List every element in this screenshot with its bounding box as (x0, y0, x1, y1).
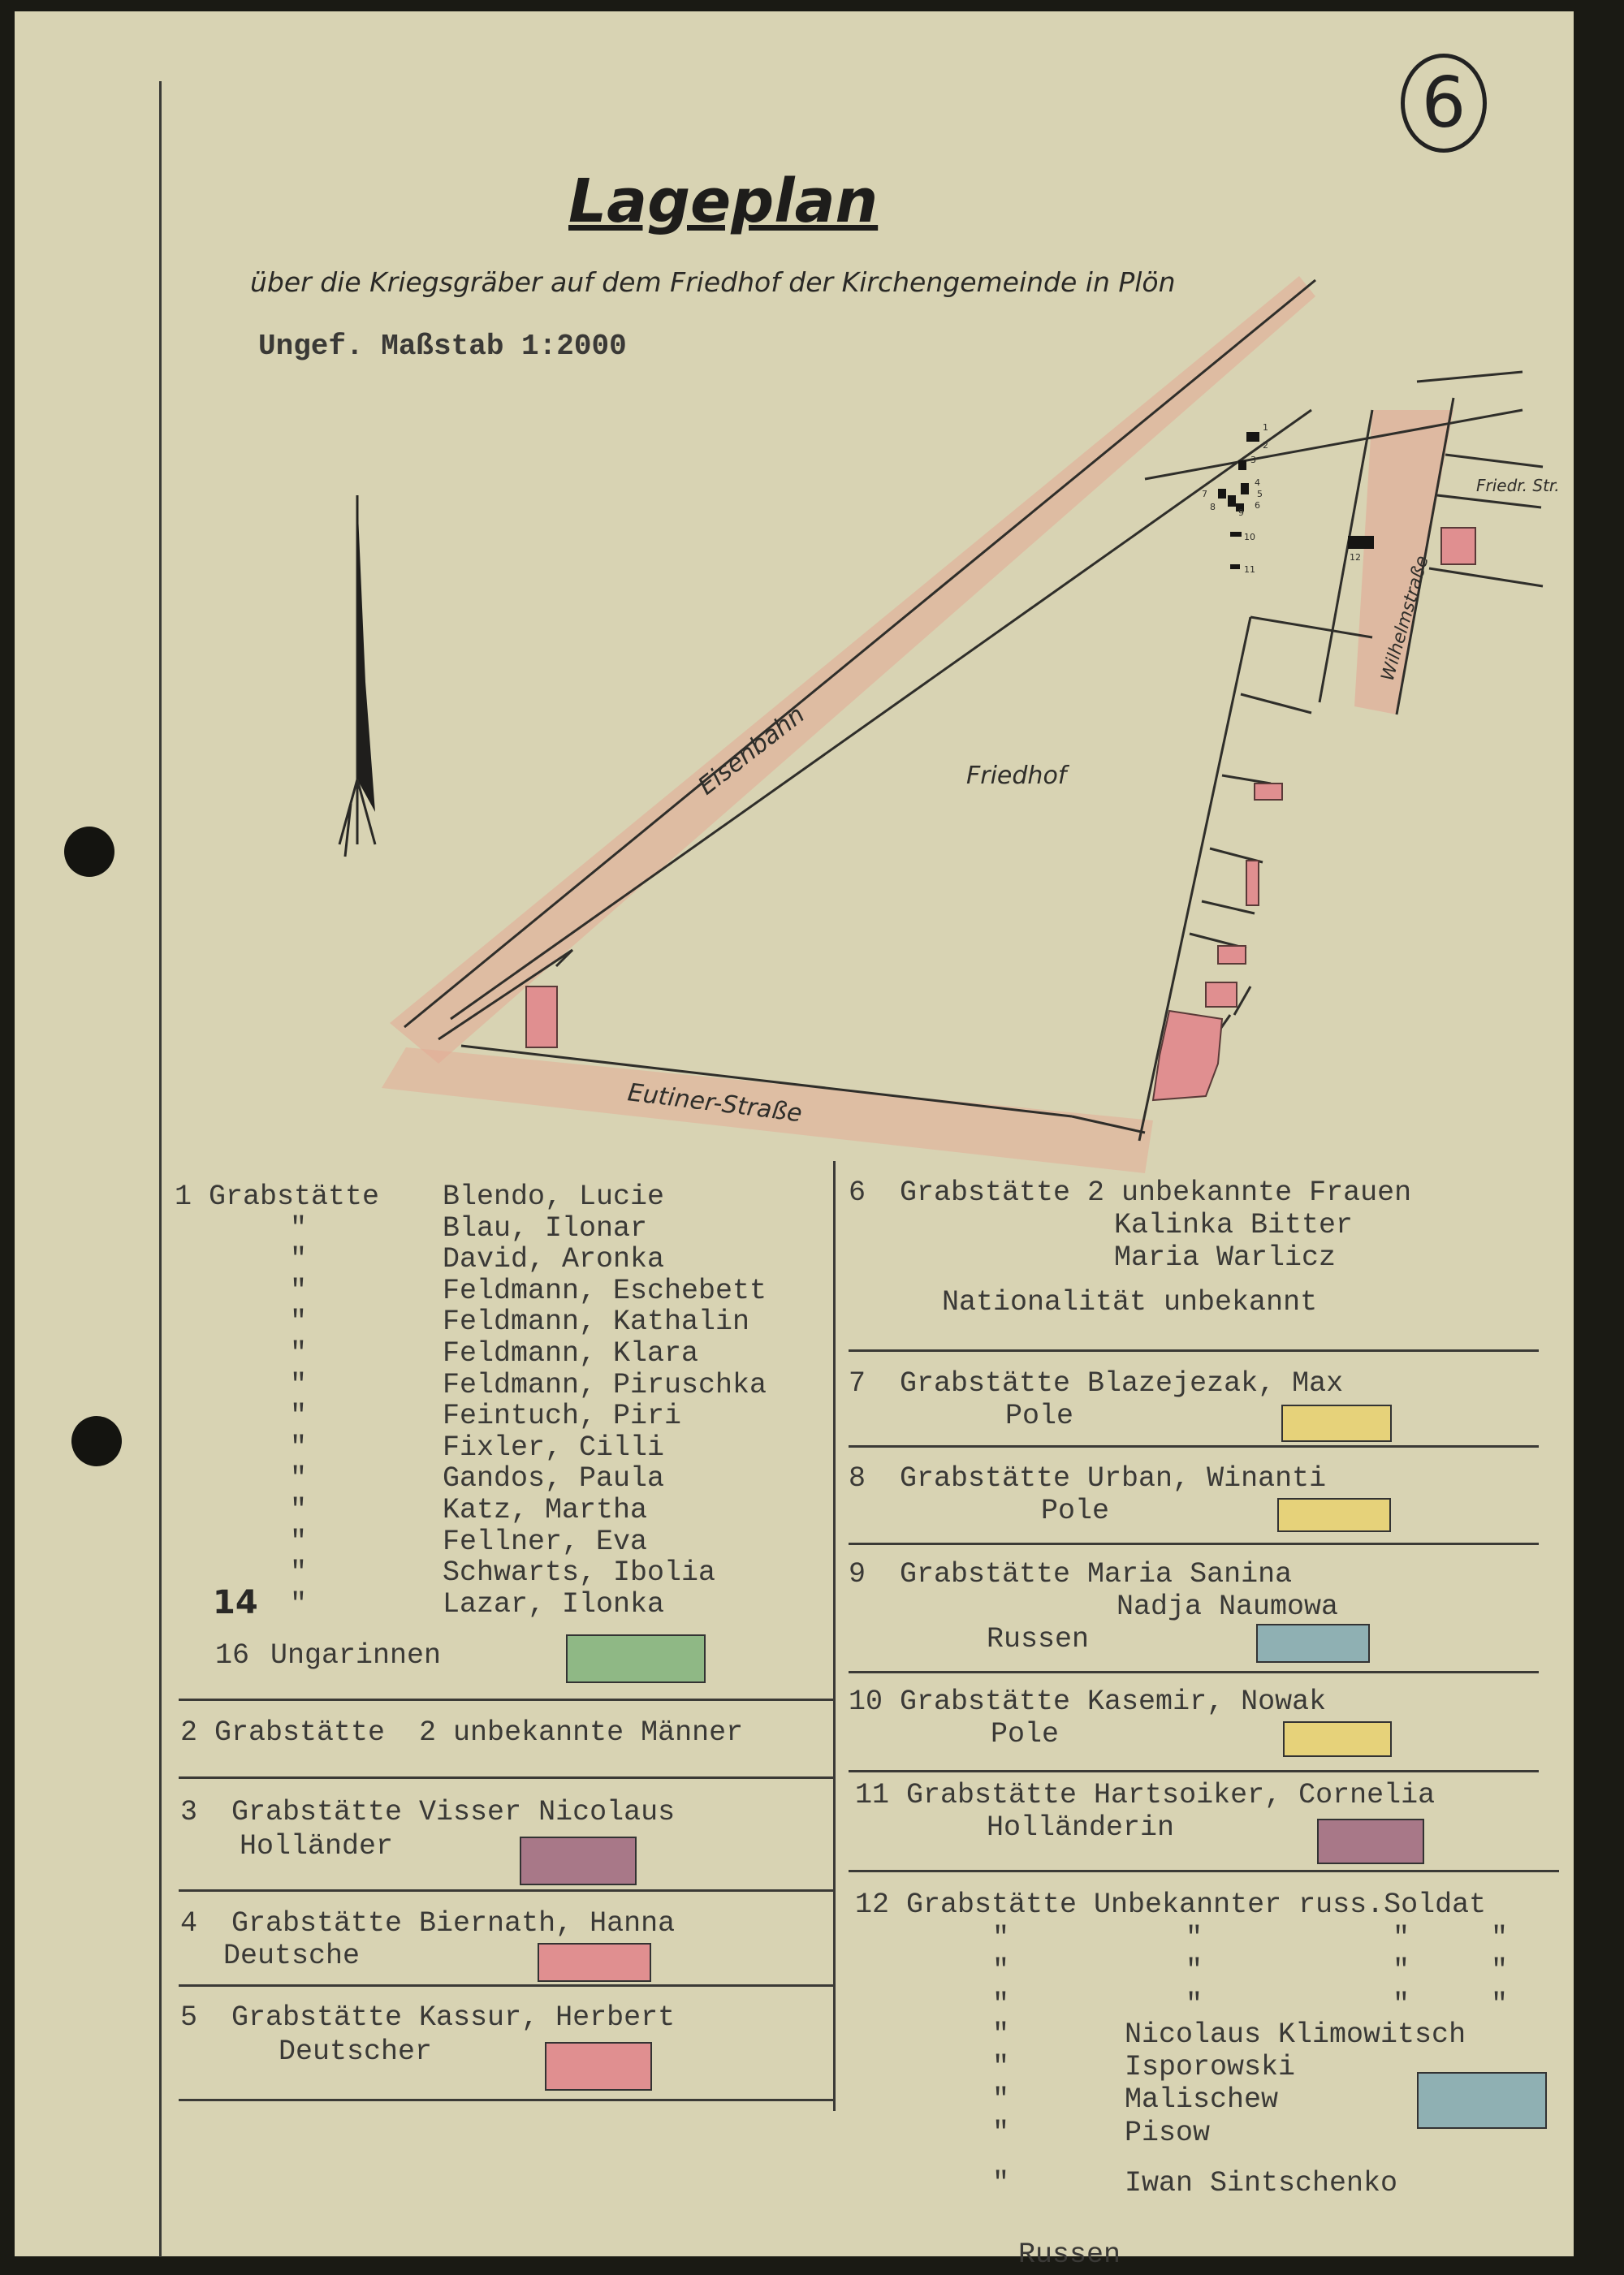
entry-9-line1: 9 Grabstätte Maria Sanina (849, 1558, 1293, 1591)
group-label: Ungarinnen (270, 1639, 442, 1672)
marker-label: 1 (1263, 422, 1268, 433)
ditto-mark: " (1186, 1922, 1203, 1954)
swatch-russian (1256, 1624, 1370, 1663)
entry-6-line4: Nationalität unbekannt (942, 1286, 1318, 1319)
swatch-polish (1277, 1498, 1391, 1532)
building (1246, 861, 1259, 905)
ditto-mark: " (290, 1400, 308, 1433)
ditto-mark: " (992, 2051, 1010, 2083)
ditto-mark: " (290, 1525, 308, 1558)
north-street (1417, 372, 1522, 382)
marker-label: 2 (1263, 440, 1268, 451)
burial-name: Blau, Ilonar (443, 1211, 648, 1245)
divider (179, 2099, 835, 2101)
burial-name: Katz, Martha (443, 1494, 648, 1526)
friedr-street-label: Friedr. Str. (1476, 476, 1560, 495)
scale-note: Ungef. Maßstab 1:2000 (258, 330, 627, 363)
divider (179, 1889, 835, 1892)
ditto-mark: " (992, 2117, 1010, 2149)
ditto-mark: " (290, 1274, 308, 1307)
ditto-mark: " (1393, 1954, 1410, 1987)
ditto-mark: " (1186, 1988, 1203, 2021)
eutiner-strasse-label: Eutiner-Straße (626, 1078, 804, 1129)
ditto-mark: " (290, 1306, 308, 1339)
burial-name: Feintuch, Piri (443, 1400, 682, 1433)
entry-7-line1: 7 Grabstätte Blazejezak, Max (849, 1367, 1344, 1400)
burial-name: Feldmann, Piruschka (443, 1368, 767, 1401)
divider (849, 1543, 1539, 1545)
ditto-mark: " (290, 1243, 308, 1276)
ditto-mark: " (290, 1587, 308, 1621)
wilhelmstrasse-label: Wilhelmstraße (1377, 553, 1433, 684)
ditto-mark: " (992, 1922, 1010, 1954)
grave-marker (1230, 532, 1242, 537)
swatch-polish (1281, 1405, 1392, 1442)
swatch-dutch (520, 1837, 637, 1885)
plot-line (1429, 568, 1543, 586)
building (1441, 528, 1475, 564)
marker-label: 6 (1255, 500, 1260, 511)
ditto-mark: " (290, 1211, 308, 1245)
ditto-mark: " (992, 2083, 1010, 2116)
swatch-german (538, 1943, 651, 1982)
burial-name: Fixler, Cilli (443, 1431, 665, 1464)
entry-12-line1: 12 Grabstätte Unbekannter russ.Soldat (855, 1889, 1487, 1921)
north-lane (1145, 410, 1522, 479)
ditto-mark: " (290, 1556, 308, 1590)
marker-label: 3 (1250, 455, 1256, 465)
handwritten-count: 14 (213, 1584, 258, 1621)
ditto-mark: " (290, 1494, 308, 1526)
burial-name: Schwarts, Ibolia (443, 1556, 716, 1590)
grave-marker (1230, 564, 1240, 569)
friedr-street-line (1445, 455, 1543, 467)
ditto-mark: " (290, 1431, 308, 1464)
marker-label: 9 (1238, 507, 1244, 518)
ditto-mark: " (290, 1462, 308, 1496)
building (526, 986, 557, 1047)
ditto-mark: " (1393, 1988, 1410, 2021)
divider (849, 1445, 1539, 1448)
friedr-street-line (1437, 495, 1541, 507)
swatch-hungarian (566, 1634, 706, 1683)
entry-5-line1: 5 Grabstätte Kassur, Herbert (180, 2001, 676, 2034)
divider (179, 1699, 835, 1701)
burial-name: Nicolaus Klimowitsch (1125, 2018, 1466, 2051)
grave-marker (1218, 489, 1226, 499)
entry-5-line2: Deutscher (279, 2035, 433, 2068)
building (1218, 946, 1246, 964)
entry-12-footer: Russen (1018, 2238, 1121, 2271)
marker-label: 12 (1350, 552, 1361, 563)
entry-9-line2: Nadja Naumowa (1116, 1591, 1339, 1623)
entry-2: 2 Grabstätte 2 unbekannte Männer (180, 1716, 744, 1749)
grave-marker (1238, 460, 1246, 470)
grave-marker (1241, 483, 1249, 494)
railway-line (404, 280, 1315, 1027)
grave-marker (1348, 536, 1374, 549)
ditto-mark: " (290, 1337, 308, 1370)
group-number: 16 (215, 1639, 250, 1672)
ditto-mark: " (1491, 1954, 1509, 1987)
entry-6-line2: Kalinka Bitter (1114, 1209, 1354, 1241)
marker-label: 7 (1202, 489, 1207, 499)
burial-name: Feldmann, Eschebett (443, 1274, 767, 1307)
marker-label: 10 (1244, 532, 1255, 542)
entry-6-line3: Maria Warlicz (1114, 1241, 1337, 1274)
ditto-mark: " (1186, 1954, 1203, 1987)
page-subtitle: über die Kriegsgräber auf dem Friedhof der Kirchengemeinde in Plön (250, 266, 1176, 298)
burial-name: David, Aronka (443, 1243, 665, 1276)
entry-11-line1: 11 Grabstätte Hartsoiker, Cornelia (855, 1779, 1436, 1811)
ditto-mark: " (1393, 1922, 1410, 1954)
entry-7-line2: Pole (1005, 1400, 1074, 1432)
entry-1-label: 1 Grabstätte (175, 1181, 380, 1213)
page-number: 6 (1401, 54, 1487, 153)
ditto-mark: " (1491, 1988, 1509, 2021)
entry-8-line1: 8 Grabstätte Urban, Winanti (849, 1462, 1327, 1495)
divider (849, 1770, 1539, 1772)
divider (179, 1984, 835, 1987)
divider (179, 1776, 835, 1779)
ditto-mark: " (1491, 1922, 1509, 1954)
column-divider (833, 1161, 836, 2111)
burial-name: Malischew (1125, 2083, 1279, 2116)
entry-6-line1: 6 Grabstätte 2 unbekannte Frauen (849, 1176, 1412, 1209)
burial-name: Blendo, Lucie (443, 1181, 665, 1213)
railway-label: Eisenbahn (693, 700, 810, 801)
ditto-mark: " (992, 1988, 1010, 2021)
ditto-mark: " (290, 1368, 308, 1401)
entry-3-line1: 3 Grabstätte Visser Nicolaus (180, 1796, 676, 1828)
burial-name: Feldmann, Kathalin (443, 1306, 750, 1339)
cemetery-north-boundary (451, 410, 1311, 1019)
entry-10-line2: Pole (991, 1718, 1060, 1750)
building (1255, 784, 1282, 800)
plot-line (1222, 775, 1271, 784)
swatch-russian (1417, 2072, 1547, 2129)
page-title: Lageplan (568, 166, 879, 236)
burial-name: Iwan Sintschenko (1125, 2167, 1398, 2199)
entry-8-line2: Pole (1041, 1495, 1110, 1527)
burial-name: Gandos, Paula (443, 1462, 665, 1496)
cemetery-label: Friedhof (966, 762, 1067, 790)
ditto-mark: " (992, 2018, 1010, 2051)
burial-name: Lazar, Ilonka (443, 1587, 665, 1621)
entry-9-line3: Russen (987, 1623, 1090, 1656)
swatch-dutch (1317, 1819, 1424, 1864)
swatch-german (545, 2042, 652, 2091)
plot-line (1241, 694, 1311, 713)
entry-4-line1: 4 Grabstätte Biernath, Hanna (180, 1907, 676, 1940)
marker-label: 4 (1255, 477, 1260, 488)
marker-label: 8 (1210, 502, 1216, 512)
entry-11-line2: Holländerin (987, 1811, 1175, 1844)
ditto-mark: " (992, 1954, 1010, 1987)
north-arrow-icon (339, 495, 375, 857)
marker-label: 11 (1244, 564, 1255, 575)
grave-marker (1246, 432, 1259, 442)
divider (849, 1349, 1539, 1352)
divider (849, 1671, 1539, 1673)
building (1206, 982, 1237, 1007)
ditto-mark: " (992, 2167, 1010, 2199)
entry-4-line2: Deutsche (223, 1940, 361, 1972)
burial-name: Feldmann, Klara (443, 1337, 699, 1370)
burial-name: Pisow (1125, 2117, 1211, 2149)
swatch-polish (1283, 1721, 1392, 1757)
plot-line (1250, 617, 1372, 637)
grave-marker (1228, 495, 1236, 507)
divider (849, 1870, 1559, 1872)
entry-3-line2: Holländer (240, 1830, 394, 1863)
burial-name: Isporowski (1125, 2051, 1296, 2083)
entry-10-line1: 10 Grabstätte Kasemir, Nowak (849, 1686, 1327, 1718)
marker-label: 5 (1257, 489, 1263, 499)
burial-name: Fellner, Eva (443, 1525, 648, 1558)
